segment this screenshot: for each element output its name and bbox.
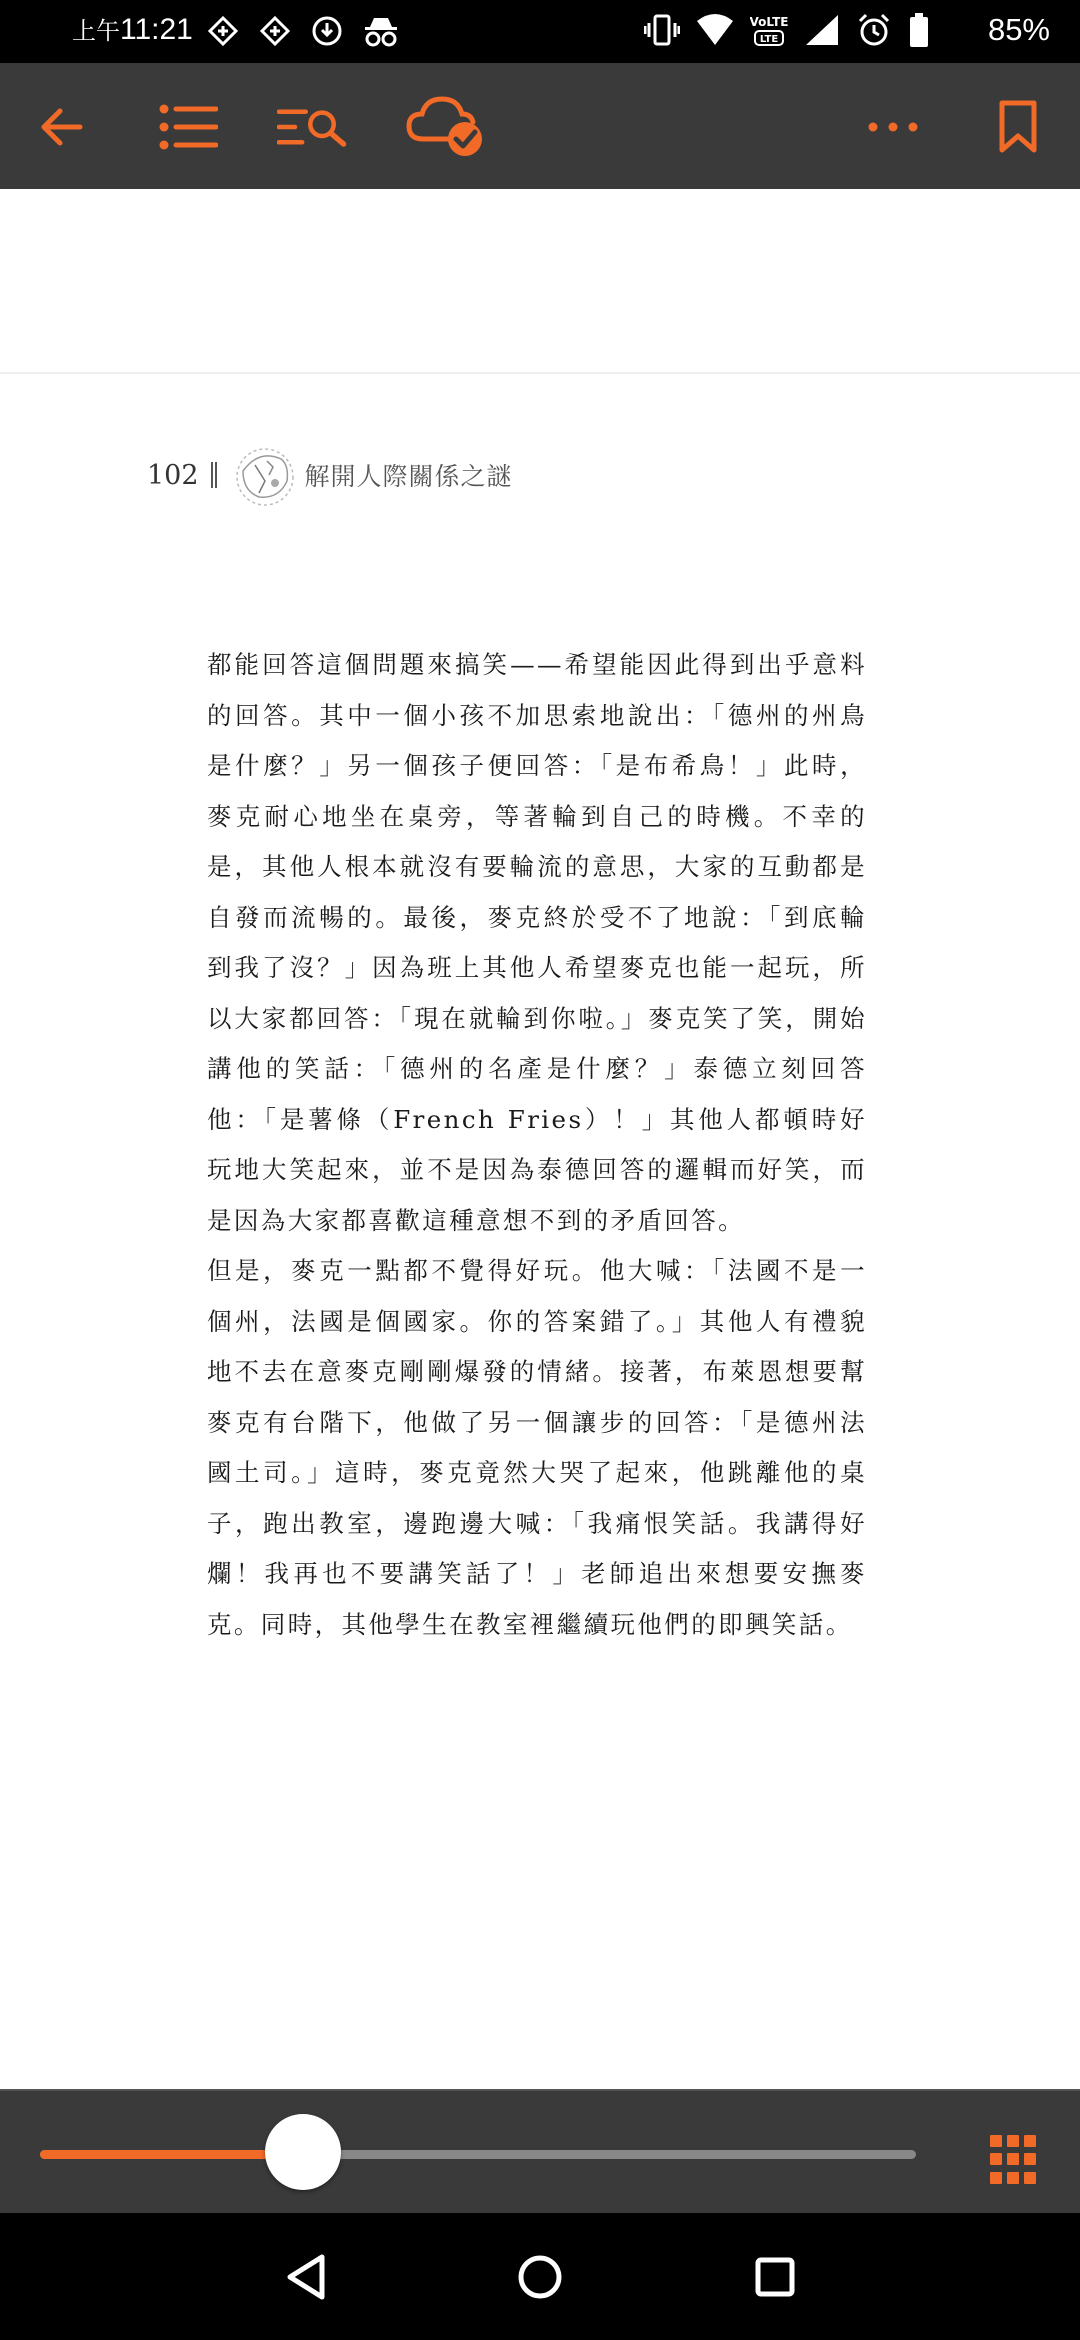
svg-text:VoLTE: VoLTE xyxy=(750,15,788,29)
svg-text:LTE: LTE xyxy=(759,34,779,45)
grid-dot xyxy=(1007,2153,1019,2165)
nav-home-button[interactable] xyxy=(500,2237,580,2317)
grid-dot xyxy=(1024,2172,1036,2184)
battery-percent: 85% xyxy=(987,12,1050,47)
nav-recents-icon xyxy=(753,2255,797,2299)
usb-debug-icon xyxy=(258,14,292,48)
back-button[interactable] xyxy=(26,91,98,163)
search-in-book-icon xyxy=(277,102,349,152)
header-separator xyxy=(211,462,217,488)
header-book-title: 解開人際關係之謎 xyxy=(304,462,513,491)
bookmark-icon xyxy=(998,100,1038,154)
page-number: 102 xyxy=(147,459,199,491)
slider-thumb[interactable] xyxy=(265,2114,341,2190)
paragraph-1: 都能回答這個問題來搞笑——希望能因此得到出乎意料的回答。其中一個小孩不加思索地說出：「德州的州鳥是什麼？」另一個孩子便回答：「是布希鳥！」此時，麥克耐心地坐在桌旁，等著輪到自己的時機。不幸的是，其他人根本就沒有要輪流的意思，大家的互動都是自發而流暢的。最後，麥克終於受不了地說：「到底輪到我了沒？」因為班上其他人希望麥克也能一起玩，所以大家都回答：「現在就輪到你啦。」麥克笑了笑，開始講他的笑話：「德州的名產是什麼？」泰德立刻回答他：「是薯條（French Fries）！」其他人都頓時好玩地大笑起來，並不是因為泰德回答的邏輯而好笑，而是因為大家都喜歡這種意想不到的矛盾回答。 xyxy=(207,650,867,1235)
page-progress-slider[interactable] xyxy=(40,2150,916,2159)
reader-toolbar xyxy=(0,63,1080,189)
system-navigation-bar xyxy=(0,2213,1080,2340)
paragraph-2: 但是，麥克一點都不覺得好玩。他大喊：「法國不是一個州，法國是個國家。你的答案錯了。」其他人有禮貌地不去在意麥克剛剛爆發的情緒。接著，布萊恩想要幫麥克有台階下，他做了另一個讓步的回答：「是德州法國土司。」這時，麥克竟然大哭了起來，他跳離他的桌子，跑出教室，邊跑邊大喊：「我痛恨笑話。我講得好爛！我再也不要講笑話了！」老師追出來想要安撫麥克。同時，其他學生在教室裡繼續玩他們的即興笑話。 xyxy=(207,1256,867,1639)
more-dots-icon xyxy=(865,119,921,135)
grid-dot xyxy=(1007,2135,1019,2147)
search-button[interactable] xyxy=(277,91,349,163)
more-options-button[interactable] xyxy=(857,91,929,163)
grid-dot xyxy=(1007,2172,1019,2184)
status-left-icons xyxy=(206,14,400,48)
incognito-icon xyxy=(362,14,400,48)
toc-list-icon xyxy=(158,102,218,152)
cloud-sync-check-icon xyxy=(405,95,489,159)
slider-progress-fill xyxy=(40,2150,303,2159)
bookmark-button[interactable] xyxy=(982,91,1054,163)
nav-back-icon xyxy=(284,2253,328,2301)
grid-dot xyxy=(1024,2135,1036,2147)
battery-icon xyxy=(908,12,930,48)
chapter-emblem-icon xyxy=(229,441,301,509)
download-icon xyxy=(310,14,344,48)
cloud-sync-button[interactable] xyxy=(405,91,489,163)
nav-home-icon xyxy=(516,2253,564,2301)
status-clock: 11:21 xyxy=(120,13,193,46)
grid-dot xyxy=(1024,2153,1036,2165)
usb-debug-icon xyxy=(206,14,240,48)
alarm-icon xyxy=(856,12,892,48)
reader-bottom-bar xyxy=(0,2089,1080,2213)
page-grid-button[interactable] xyxy=(990,2135,1040,2185)
page-body-text xyxy=(207,640,867,1650)
signal-icon xyxy=(804,13,840,47)
grid-dot xyxy=(990,2153,1002,2165)
wifi-icon xyxy=(696,13,734,47)
grid-dot xyxy=(990,2172,1002,2184)
nav-back-button[interactable] xyxy=(266,2237,346,2317)
grid-dot xyxy=(990,2135,1002,2147)
nav-recents-button[interactable] xyxy=(735,2237,815,2317)
status-right-icons xyxy=(644,12,930,48)
status-bar xyxy=(0,0,1080,63)
volte-lte-icon xyxy=(750,12,788,48)
status-ampm: 上午 xyxy=(72,18,120,45)
status-time xyxy=(72,12,193,50)
running-head xyxy=(147,440,513,510)
back-arrow-icon xyxy=(38,103,86,151)
table-of-contents-button[interactable] xyxy=(152,91,224,163)
vibrate-icon xyxy=(644,13,680,47)
